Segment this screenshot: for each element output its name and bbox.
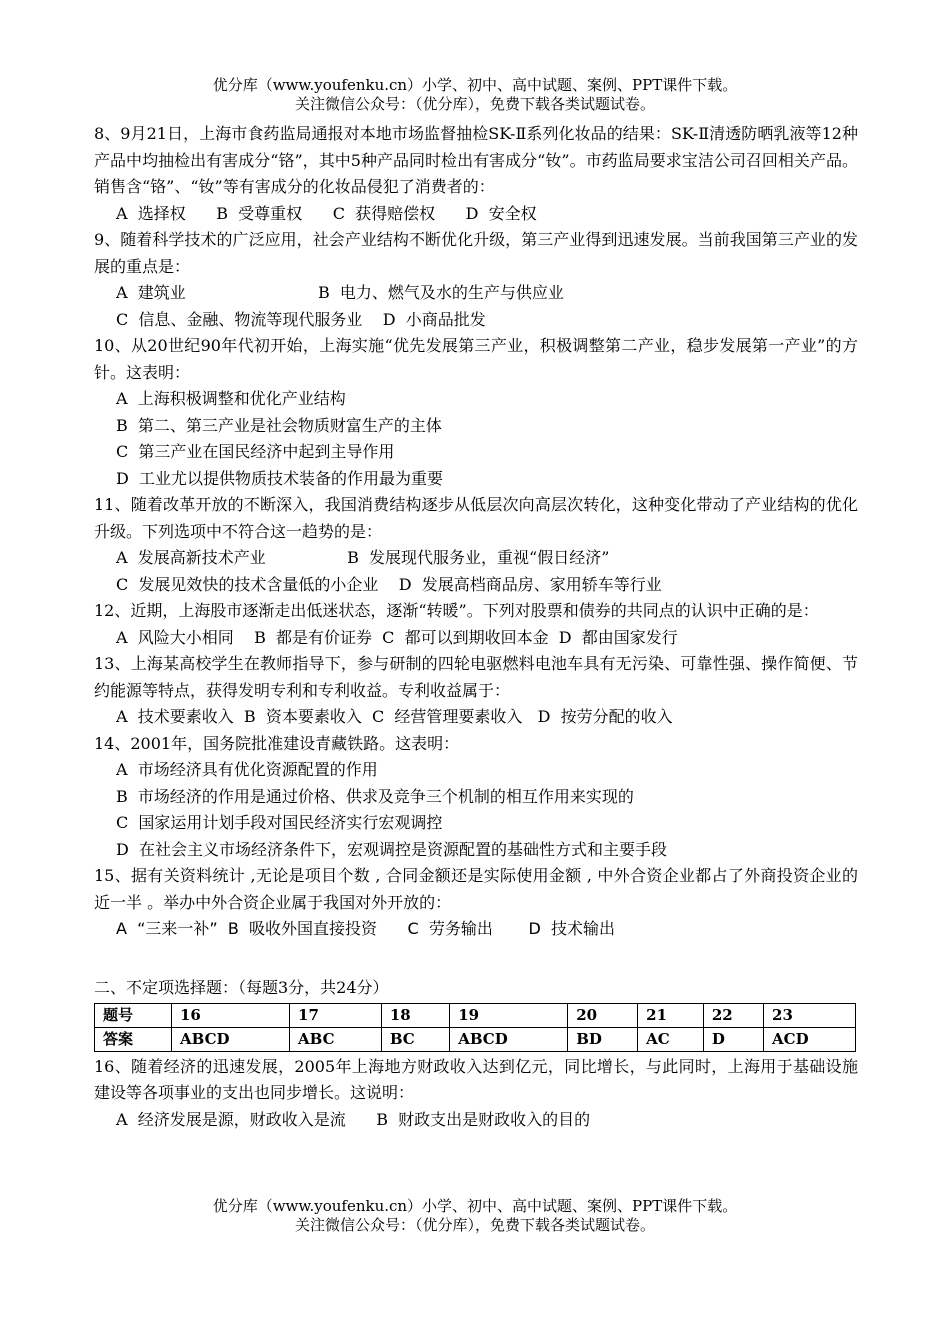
header-line-1: 优分库（www.youfenku.cn）小学、初中、高中试题、案例、PPT课件下载。 xyxy=(212,76,738,94)
option-d: D 在社会主义市场经济条件下，宏观调控是资源配置的基础性方式和主要手段 xyxy=(116,839,668,859)
row-label-number: 题号 xyxy=(95,1003,172,1027)
question-stem: 16、随着经济的迅速发展，2005年上海地方财政收入达到亿元，同比增长，与此同时，上海用于基础设施建设等各项事业的支出也同步增长。这说明： xyxy=(94,1056,858,1102)
question-options: A 发展高新技术产业 B 发展现代服务业，重视“假日经济” xyxy=(116,548,610,567)
page-footer xyxy=(0,1197,950,1235)
question-options: C 信息、金融、物流等现代服务业 D 小商品批发 xyxy=(116,309,486,329)
question-12 xyxy=(94,598,858,651)
table-cell: ACD xyxy=(764,1027,856,1051)
option-c: C 第三产业在国民经济中起到主导作用 xyxy=(116,442,395,461)
question-options: A 风险大小相同 B 都是有价证券 C 都可以到期收回本金 D 都由国家发行 xyxy=(116,627,678,647)
table-cell: BD xyxy=(568,1027,638,1051)
row-label-answer: 答案 xyxy=(95,1027,172,1051)
question-stem: 13、上海某高校学生在教师指导下，参与研制的四轮电驱燃料电池车具有无污染、可靠性强、操作简便、节约能源等特点，获得发明专利和专利收益。专利收益属于： xyxy=(94,654,858,700)
option-a: A 市场经济具有优化资源配置的作用 xyxy=(116,760,378,779)
table-cell: BC xyxy=(381,1027,449,1051)
exam-content xyxy=(94,121,858,1133)
question-11 xyxy=(94,492,858,598)
question-13 xyxy=(94,651,858,731)
page-header xyxy=(0,76,950,114)
question-stem: 9、随着科学技术的广泛应用，社会产业结构不断优化升级，第三产业得到迅速发展。当前我国第三产业的发展的重点是： xyxy=(94,230,858,276)
footer-line-1: 优分库（www.youfenku.cn）小学、初中、高中试题、案例、PPT课件下载。 xyxy=(212,1197,738,1215)
table-cell: 17 xyxy=(290,1003,382,1027)
option-c: C 国家运用计划手段对国民经济实行宏观调控 xyxy=(116,813,443,832)
table-cell: ABCD xyxy=(172,1027,290,1051)
question-options: A 选择权 B 受尊重权 C 获得赔偿权 D 安全权 xyxy=(116,203,537,223)
table-cell: ABCD xyxy=(450,1027,568,1051)
table-cell: 21 xyxy=(638,1003,704,1027)
option-d: D 工业尤以提供物质技术装备的作用最为重要 xyxy=(116,468,444,488)
table-row xyxy=(95,1027,856,1051)
table-cell: AC xyxy=(638,1027,704,1051)
question-options: A 建筑业 B 电力、燃气及水的生产与供应业 xyxy=(116,283,564,302)
question-stem: 8、9月21日，上海市食药监局通报对本地市场监督抽检SK-Ⅱ系列化妆品的结果：SK-Ⅱ清透防晒乳液等12种产品中均抽检出有害成分“铬”，其中5种产品同时检出有害成分“钕”。市药监局要求宝洁公司召回相关产品。销售含“铬”、“钕”等有害成分的化妆品侵犯了消费者的： xyxy=(94,124,858,196)
table-cell: 23 xyxy=(764,1003,856,1027)
question-options: A “三来一补” B 吸收外国直接投资 C 劳务输出 D 技术输出 xyxy=(116,919,615,938)
question-8 xyxy=(94,121,858,227)
section-spacer xyxy=(94,943,858,971)
question-14 xyxy=(94,731,858,864)
question-9 xyxy=(94,227,858,333)
table-cell: 16 xyxy=(172,1003,290,1027)
table-cell: 20 xyxy=(568,1003,638,1027)
section-2-title: 二、不定项选择题：（每题3分，共24分） xyxy=(94,977,389,997)
question-stem: 12、近期，上海股市逐渐走出低迷状态，逐渐“转暖”。下列对股票和债券的共同点的认识中正确的是： xyxy=(94,601,819,620)
question-stem: 14、2001年，国务院批准建设青藏铁路。这表明： xyxy=(94,733,460,753)
question-stem: 15、据有关资料统计 ,无论是项目个数 , 合同金额还是实际使用金额 , 中外合资企业都占了外商投资企业的近一半 。举办中外合资企业属于我国对外开放的： xyxy=(94,866,858,912)
option-b: B 第二、第三产业是社会物质财富生产的主体 xyxy=(116,415,442,435)
answer-table xyxy=(94,1003,856,1052)
table-cell: 19 xyxy=(450,1003,568,1027)
option-a: A 上海积极调整和优化产业结构 xyxy=(116,389,346,408)
question-16 xyxy=(94,1054,858,1134)
table-cell: ABC xyxy=(290,1027,382,1051)
question-stem: 10、从20世纪90年代初开始，上海实施“优先发展第三产业，积极调整第二产业，稳步发展第一产业”的方针。这表明： xyxy=(94,336,858,382)
question-options: A 技术要素收入 B 资本要素收入 C 经营管理要素收入 D 按劳分配的收入 xyxy=(116,707,673,726)
question-options: A 经济发展是源，财政收入是流 B 财政支出是财政收入的目的 xyxy=(116,1109,591,1129)
question-stem: 11、随着改革开放的不断深入，我国消费结构逐步从低层次向高层次转化，这种变化带动了产业结构的优化升级。下列选项中不符合这一趋势的是： xyxy=(94,495,858,541)
footer-line-2: 关注微信公众号：（优分库），免费下载各类试题试卷。 xyxy=(294,1216,655,1234)
table-cell: 18 xyxy=(381,1003,449,1027)
question-15 xyxy=(94,863,858,943)
question-10 xyxy=(94,333,858,492)
table-cell: 22 xyxy=(703,1003,763,1027)
table-row xyxy=(95,1003,856,1027)
question-options: C 发展见效快的技术含量低的小企业 D 发展高档商品房、家用轿车等行业 xyxy=(116,574,662,594)
table-cell: D xyxy=(703,1027,763,1051)
option-b: B 市场经济的作用是通过价格、供求及竞争三个机制的相互作用来实现的 xyxy=(116,786,634,806)
header-line-2: 关注微信公众号：（优分库），免费下载各类试题试卷。 xyxy=(294,95,655,113)
